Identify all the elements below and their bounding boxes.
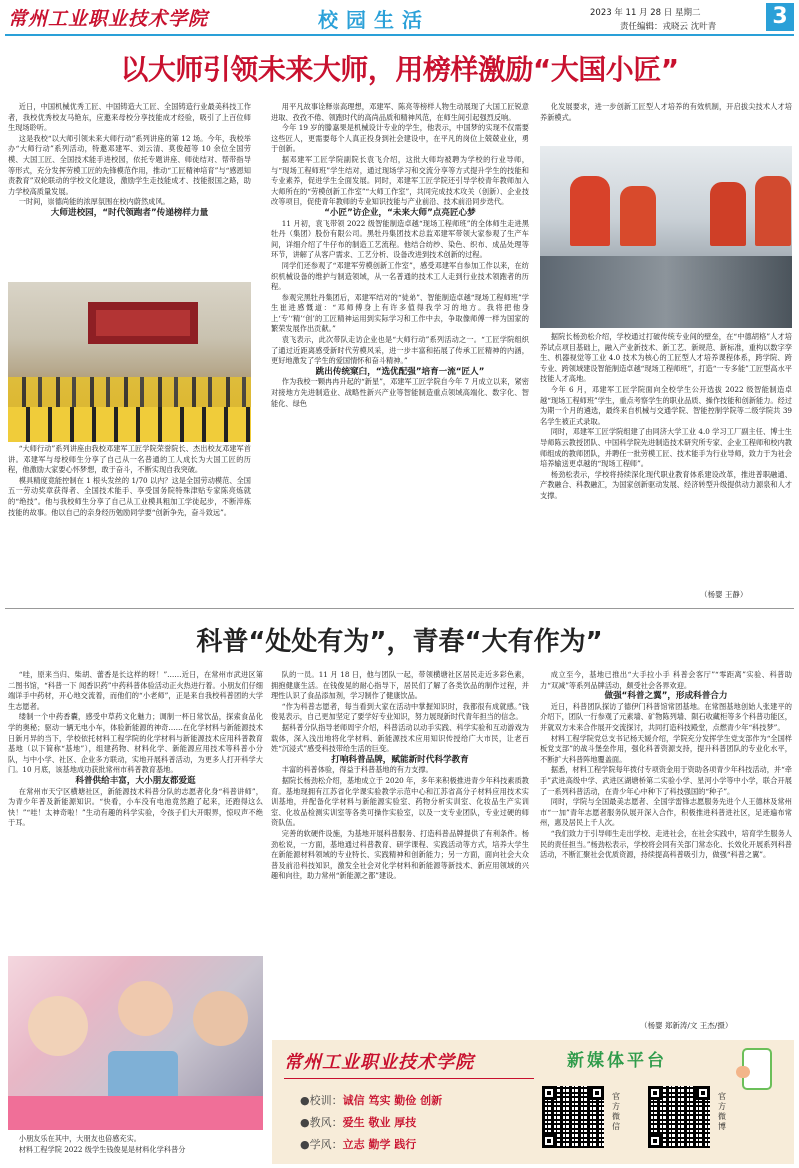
paragraph: “我们致力于引导师生走出学校、走进社会，在社会实践中，培育学生服务人民的责任担当。”杨劲松表示，学校将会同有关部门常态化、长效化开展系列科普活动，不断汇聚社会优质资源，持续提高科普吸引力，做强“科普之翼”。 <box>540 828 792 860</box>
motto-text: 立志 勤学 践行 <box>342 1138 417 1151</box>
paragraph: 据悉，材料工程学院每年拨付专项资金用于资助各项青少年科技活动，并“牵手”武进高级中学、武进区湖塘桥第二实验小学、星河小学等中小学，联合开展了一系列科普活动，在青少年心中种下了科技强国的“种子”。 <box>540 765 792 796</box>
footer-school-name: 常州工业职业技术学院 <box>284 1052 474 1073</box>
paragraph: 同时，学院与全国最美志愿者、全国学雷锋志愿服务先进个人王德林及常州市“一加”青年志愿者服务队展开深入合作，积极推进科普进社区，足迹遍布常州，惠及居民上千人次。 <box>540 797 792 828</box>
article1-col1 <box>8 102 251 282</box>
section-divider <box>5 608 794 609</box>
subheading: “小匠”访企业，“未来大师”点亮匠心梦 <box>324 207 476 218</box>
paragraph: 缕制一个中药香囊，感受中草药文化魅力；调制一杯日常饮品，探索食品化学的奥秘；驱动一辆无电小车，体验新能源的神奇……在化学材料与新能源技术日新月异的当下，学校依托材料工程学院的化学材料与新能源技术应用科普教育基地（以下简称“基地”），组建药物、材料化学、新能源应用技术等科普小分队，与中小学、社区、企业多方联动，实地开展科普活动，为更多人打开科学大门。10 月底，该基地成功获批常州市科普教育基地。 <box>8 712 263 775</box>
article2-headline: 科普“处处有为”，青春“大有作为” <box>196 627 603 657</box>
paragraph: 化发展要求，进一步创新工匠型人才培养的有效机制，开启拔尖技术人才培养新模式。 <box>540 102 792 122</box>
page-number: 3 <box>766 3 794 31</box>
subheading: 跳出传统窠臼，“选优配强”培育一流“匠人” <box>315 366 485 377</box>
wechat-label: 官方微信 <box>612 1092 620 1131</box>
paragraph: 用平凡故事诠释崇高理想，邓建军、陈亮等榜样人物生动展现了大国工匠锐意进取、孜孜不倦、领跑时代的高尚品质和精神风范，在师生间引起强烈反响。 <box>271 102 529 122</box>
paragraph: 模具精度竟能控制在 1 根头发丝的 1/70 以内？这是全国劳动模范、全国五一劳动奖章获得者、全国技术能手、享受国务院特殊津贴专家陈亮炼就的“绝技”。他与我校师生分享了自己从工业模具粗加工学徒起步，不断淬炼技能的故事。他以自己的亲身经历勉励同学要“创新争先，奋斗致远”。 <box>8 475 251 517</box>
paragraph: 成立至今，基地已推出“大手拉小手 科普会客厅”“零距离”实验、科普助力“双减”等系列品牌活动，颇受社会各界欢迎。 <box>540 670 792 690</box>
paragraph: 参观完黑牡丹集团后，邓建军结对的“徒弟”、智能制造卓越“现场工程师班”学生崔进感慨道：“邓师傅身上有许多值得我学习的地方。我将把他身上‘专’‘精’‘创’的工匠精神运用到实际学习和工作中去，争取像师傅一样为国家的繁荣发展作出贡献。” <box>271 292 529 334</box>
weibo-label: 官方微博 <box>718 1092 726 1131</box>
lecture-hall-photo <box>8 282 251 442</box>
photo-caption: 小朋友乐在其中，大朋友也倍感充实。 <box>18 1134 141 1143</box>
wechat-qr-code[interactable] <box>542 1086 604 1148</box>
paragraph: 据院长杨劲松介绍，基地成立于 2020 年，多年来积极推进青少年科技素质教育。基地现拥有江苏省化学课实验教学示范中心和江苏省高分子材料应用技术实训基地，并配备化学材料与新能源实验室、药物分析实训室、化妆品生产实训室、化妆品检测实训室等各类可操作实验室，以及一支专业团队，专业过硬的师资队伍。 <box>271 775 529 828</box>
article1-headline: 以大师引领未来大师，用榜样激励“大国小匠” <box>120 53 679 86</box>
children-experiment-photo <box>8 956 263 1130</box>
paragraph: 一时间，崇德尚能的浓厚氛围在校内蔚然成风。 <box>18 197 170 207</box>
paragraph: 据科普分队指导老师周宇介绍，科普活动以动手实践、科学实验和互动游戏为载体，深入浅出地将化学材料、新能源技术应用知识传授给广大市民，让老百姓“沉浸式”感受科技带给生活的巨变。 <box>271 722 529 754</box>
section-title: 校园生活 <box>318 8 430 32</box>
paragraph: 完善的软硬件设施，为基地开展科普服务、打造科普品牌提供了有利条件。杨劲松说，一方面，基地通过科普教育、研学课程、实践活动等方式，培养大学生在新能源材料领域的专业特长、实践精神和创新能力；另一方面，面向社会大众普及前沿科技知识，激发全社会对化学材料和新能源等新技术、新应用领域的兴趣和向往，助力常州“新能源之都”建设。 <box>271 828 529 881</box>
paragraph: 今年 19 岁的滕嘉果是机械设计专业的学生，他表示，中国梦的实现不仅需要这些匠人，更需要每个人真正投身到社会建设中，在平凡的岗位上兢兢业业，勇于创新。 <box>271 123 529 154</box>
paragraph: “作为科普志愿者，每当看到大家在活动中掌握知识时，我都很有成就感。”钱俊晃表示，自己更加坚定了要学好专业知识，努力展现新时代青年担当的信念。 <box>271 701 529 722</box>
paragraph: 据邓建军工匠学院副院长袁飞介绍，这批大师均被聘为学校的行业导师，与“现场工程师班”学生结对，通过现场学习和交流分享等方式提升学生的技能和专业素养，促进学生全面发展。同时，邓建军工匠学院还引导学校青年教师加入大师所在的“劳模创新工作室”“大师工作室”，共同完成技术攻关（创新）、企业技改等项目，促使青年教师的专业知识技能与产业前沿、技术前沿同步迭代。 <box>271 154 529 207</box>
paragraph: 同时，邓建军工匠学院组建了由同济大学工业 4.0 学习工厂副主任、博士生导师陈云教授团队、中国科学院先进制造技术研究所专家、企业工程师和校内教师组成的教师团队，并聘任一批劳模工匠、技术能手为行业导师，致力于为社会培养输送更卓越的“现场工程师”。 <box>540 427 792 469</box>
article2-byline: （杨婴 郑新涛/文 王杰/摄） <box>640 1021 733 1030</box>
paragraph: 队的一员。11 月 18 日，他与团队一起，带领横塘社区居民走近多彩色素，拥抱健康生活。在钱俊晃的耐心指导下，居民们了解了各类饮品的制作过程，并理性认识了食品添加剂，学习制作了健康饮品。 <box>271 670 529 701</box>
motto-text: 爱生 敬业 厚技 <box>342 1116 417 1129</box>
paragraph: “大师行动”系列讲座由我校邓建军工匠学院荣誉院长、杰出校友邓建军首讲。邓建军与母校师生分享了自己从一名普通的工人成长为大国工匠的历程，他激励大家要心怀梦想，敢于奋斗，不断实现自我突破。 <box>8 444 251 475</box>
paragraph: 近日，中国机械优秀工匠、中国铸造大工匠、全国铸造行业最美科技工作者，我校优秀校友马艳东，应邀来母校分享技能成才经验，吸引了上百位师生现场聆听。 <box>8 102 251 133</box>
editors: 责任编辑：戎晓云 沈叶青 <box>620 22 717 32</box>
paragraph: 杨劲松表示，学校将持续深化现代职业教育体系建设改革，推进普职融通、产教融合、科教融汇，为国家创新驱动发展、经济转型升级提供动力源泉和人才支撑。 <box>540 469 792 500</box>
motto-label: ●校训： <box>300 1094 343 1107</box>
motto-text: 诚信 笃实 勤俭 创新 <box>342 1094 443 1107</box>
phone-icon <box>742 1048 772 1090</box>
footer-divider <box>284 1078 534 1079</box>
paragraph: 近日，科普团队探访了德伊门科普馆常团基地。在常图基地创始人张建平的介绍下，团队一行参观了元素墙、矿物陈列墙、陨石收藏柜等多个科普功能区，并就双方未来合作展开交流探讨，共同打造科技殿堂，点燃青少年“科技梦”。 <box>540 701 792 732</box>
article2-col2 <box>271 670 529 1040</box>
paragraph: 作为我校一颗冉冉升起的“新星”，邓建军工匠学院自今年 7 月成立以来，紧密对接地方先进制造业、战略性新兴产业等智能制造重点领域高端化、数字化、智能化、绿色 <box>271 377 529 408</box>
footer-panel <box>272 1040 794 1164</box>
article1-col1-continued <box>8 444 251 604</box>
workshop-photo <box>540 146 792 328</box>
article1-col2 <box>271 102 529 602</box>
paragraph: 袁飞表示，此次带队走访企业也是“大师行动”系列活动之一。“工匠学院组织了通过近距离感受新时代劳模风采，进一步丰富和拓展了传承工匠精神的内涵，更好地激发了学生的爱国情怀和奋斗精神。” <box>271 335 529 366</box>
weibo-qr-code[interactable] <box>648 1086 710 1148</box>
paragraph: 同学们还参观了“邓建军劳模创新工作室”，感受邓建军自参加工作以来，在纺织机械设备的维护与制造领域，从一名普通的技术工人走到行业技术领跑者的历程。 <box>271 260 529 292</box>
paragraph: 这是我校“以大师引领未来大师行动”系列讲座的第 12 场。今年，我校举办“大师行动”系列活动，特邀邓建军、刘云清、莫俊超等 10 余位全国劳模、大国工匠、全国技术能手进校园，依托专题讲座、师徒结对、帮带指导等形式，充分发挥劳模工匠的先锋模范作用，推动“工匠精神培育”与“感恩知责教育”双轮联动的学校文化建设，激励学生走技能成才、技能报国之路，助力学校高质量发展。 <box>8 133 251 196</box>
paragraph: 今年 6 月，邓建军工匠学院面向全校学生公开选拔 2022 级智能制造卓越“现场工程师班”学生，重点考察学生的职业品质、操作技能和创新能力。经过为期一个月的遴选，最终来自机械与交通学院、智能控制学院等二级学院共 39 名学生被正式录取。 <box>540 384 792 426</box>
article1-byline: （杨婴 王静） <box>700 590 748 599</box>
motto-row <box>300 1090 442 1112</box>
motto-list <box>300 1090 442 1156</box>
issue-date: 2023 年 11 月 28 日 星期二 <box>590 8 701 18</box>
subheading: 科普供给丰富，大小朋友都爱逛 <box>75 775 196 786</box>
paragraph: “哇，原来当归、柴胡、蕾香是长这样的呀！”……近日，在常州市武进区第二图书馆，“科普一下 闻香识药”中药科普体验活动正火热进行着。小朋友们仔细端详手中药材，开心地交流着，而他们的“小老师”，正是来自我校科普团的大学生志愿者。 <box>8 670 263 711</box>
motto-label: ●教风： <box>300 1116 343 1129</box>
motto-row <box>300 1134 442 1156</box>
header-rule <box>5 34 794 36</box>
subheading: 打响科普品牌，赋能新时代科学教育 <box>331 754 469 765</box>
paragraph: 在常州市天宁区横塘社区，新能源技术科普分队的志愿者化身“科普讲师”，为青少年普及新能源知识。“快看，小车没有电池竟然跑了起来，还跑得这么快！”“哇！太神奇啦！”生动有趣的科学实验，令孩子们大开眼界，惊叹声不绝于耳。 <box>8 786 263 828</box>
article2-col3 <box>540 670 792 1028</box>
article2-col1 <box>8 670 263 952</box>
subheading: 做强“科普之翼”，形成科普合力 <box>604 691 728 702</box>
article1-col3 <box>540 332 792 604</box>
paragraph: 材料工程学院 2022 级学生钱俊晃是材料化学科普分 <box>18 1144 186 1154</box>
paragraph: 11 月初，袁飞带领 2022 级智能制造卓越“现场工程师班”的全体师生走进黑牡丹（集团）股份有限公司。黑牡丹集团技术总监邓建军带领大家参观了生产车间，详细介绍了牛仔布的制造工艺流程。他结合纺纱、染色、织布、成品处理等环节，讲解了从客户需求、工艺分析、设备改进到技术创新的过程。 <box>271 218 529 260</box>
new-media-title: 新媒体平台 <box>567 1051 667 1071</box>
masthead-school-name: 常州工业职业技术学院 <box>8 8 209 30</box>
article1-col3-top <box>540 102 792 142</box>
paragraph: 丰富的科普体验，得益于科普基地的有力支撑。 <box>281 765 433 775</box>
paragraph: 据院长杨劲松介绍，学校通过打破传统专业间的壁垒，在“中德胡格”人才培养试点项目基础上，融入产业新技术、新工艺、新规范、新标准，重构以数字孪生、机器视觉等工业 4.0 技术为核心的工匠型人才培养课程体系，跨学院、跨专业、跨领域建设智能制造卓越“现场工程师班”，打造“一专多能”工匠型高水平技能人才高地。 <box>540 332 792 384</box>
article2-col1-caption <box>8 1134 263 1164</box>
motto-label: ●学风： <box>300 1138 343 1151</box>
paragraph: 材料工程学院党总支书记杨天媛介绍，学院充分发挥学生党支部作为“全国样板党支部”的战斗堡垒作用，强化科普资源支持，提升科普团队的专业化水平，不断扩大科普阵地覆盖面。 <box>540 733 792 764</box>
motto-row <box>300 1112 442 1134</box>
subheading: 大师进校园，“时代领跑者”传递榜样力量 <box>50 207 209 218</box>
